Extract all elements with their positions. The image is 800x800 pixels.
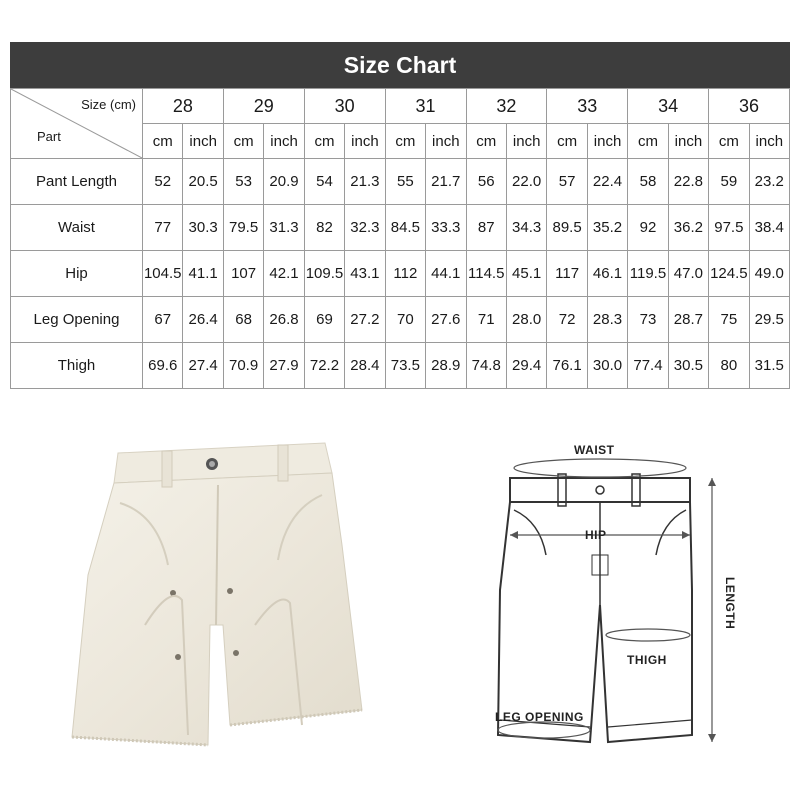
unit-header-cell: inch xyxy=(587,124,627,159)
measurement-cell: 109.5 xyxy=(304,251,344,297)
measurement-cell: 27.2 xyxy=(345,297,385,343)
measurement-cell: 92 xyxy=(628,205,668,251)
measurement-cell: 36.2 xyxy=(668,205,708,251)
measurement-cell: 49.0 xyxy=(749,251,789,297)
measurement-cell: 72.2 xyxy=(304,343,344,389)
measurement-cell: 41.1 xyxy=(183,251,223,297)
measurement-cell: 89.5 xyxy=(547,205,587,251)
part-name-cell: Leg Opening xyxy=(11,297,143,343)
measurement-cell: 70 xyxy=(385,297,425,343)
measurement-cell: 28.4 xyxy=(345,343,385,389)
size-cm-label: Size (cm) xyxy=(81,97,136,112)
measurement-cell: 54 xyxy=(304,159,344,205)
measurement-cell: 42.1 xyxy=(264,251,304,297)
measurement-cell: 30.0 xyxy=(587,343,627,389)
measurement-cell: 77.4 xyxy=(628,343,668,389)
measurement-cell: 28.9 xyxy=(426,343,466,389)
measurement-cell: 28.7 xyxy=(668,297,708,343)
unit-header-cell: inch xyxy=(749,124,789,159)
measurement-cell: 21.7 xyxy=(426,159,466,205)
measurement-cell: 59 xyxy=(709,159,749,205)
unit-header-cell: inch xyxy=(426,124,466,159)
size-header-cell: 33 xyxy=(547,89,628,124)
measurement-cell: 53 xyxy=(223,159,263,205)
measurement-cell: 74.8 xyxy=(466,343,506,389)
measurement-cell: 33.3 xyxy=(426,205,466,251)
measurement-cell: 27.4 xyxy=(183,343,223,389)
thigh-label: THIGH xyxy=(627,653,667,667)
unit-header-cell: cm xyxy=(304,124,344,159)
measurement-cell: 35.2 xyxy=(587,205,627,251)
measurement-cell: 73.5 xyxy=(385,343,425,389)
measurement-cell: 20.5 xyxy=(183,159,223,205)
size-header-cell: 34 xyxy=(628,89,709,124)
part-name-cell: Waist xyxy=(11,205,143,251)
measurement-cell: 22.0 xyxy=(506,159,546,205)
measurement-cell: 28.0 xyxy=(506,297,546,343)
measurement-cell: 20.9 xyxy=(264,159,304,205)
measurement-cell: 69 xyxy=(304,297,344,343)
measurement-cell: 44.1 xyxy=(426,251,466,297)
size-header-cell: 29 xyxy=(223,89,304,124)
measurement-cell: 26.8 xyxy=(264,297,304,343)
measurement-cell: 55 xyxy=(385,159,425,205)
measurement-cell: 47.0 xyxy=(668,251,708,297)
measurement-cell: 43.1 xyxy=(345,251,385,297)
size-header-cell: 32 xyxy=(466,89,547,124)
unit-header-cell: cm xyxy=(143,124,183,159)
leg-opening-label: LEG OPENING xyxy=(495,710,584,724)
measurement-cell: 104.5 xyxy=(143,251,183,297)
measurement-cell: 87 xyxy=(466,205,506,251)
measurement-cell: 30.3 xyxy=(183,205,223,251)
measurement-cell: 82 xyxy=(304,205,344,251)
shorts-photo-image xyxy=(40,425,380,755)
measurement-cell: 26.4 xyxy=(183,297,223,343)
measurement-cell: 76.1 xyxy=(547,343,587,389)
waist-label: WAIST xyxy=(574,443,615,457)
measurement-cell: 117 xyxy=(547,251,587,297)
measurement-cell: 34.3 xyxy=(506,205,546,251)
measurement-cell: 57 xyxy=(547,159,587,205)
measurement-cell: 70.9 xyxy=(223,343,263,389)
size-table xyxy=(10,88,790,389)
table-corner-cell xyxy=(11,89,143,159)
measurement-cell: 97.5 xyxy=(709,205,749,251)
measurement-cell: 22.8 xyxy=(668,159,708,205)
unit-header-cell: inch xyxy=(345,124,385,159)
measurement-cell: 80 xyxy=(709,343,749,389)
measurement-cell: 32.3 xyxy=(345,205,385,251)
table-row xyxy=(11,297,790,343)
unit-header-cell: cm xyxy=(709,124,749,159)
unit-header-cell: cm xyxy=(223,124,263,159)
measurement-cell: 29.5 xyxy=(749,297,789,343)
measurement-diagram xyxy=(480,430,780,760)
measurement-cell: 29.4 xyxy=(506,343,546,389)
measurement-cell: 69.6 xyxy=(143,343,183,389)
chart-title: Size Chart xyxy=(10,42,790,88)
measurement-cell: 58 xyxy=(628,159,668,205)
size-header-row xyxy=(11,89,790,124)
measurement-cell: 107 xyxy=(223,251,263,297)
size-header-cell: 31 xyxy=(385,89,466,124)
part-name-cell: Hip xyxy=(11,251,143,297)
measurement-cell: 112 xyxy=(385,251,425,297)
size-chart xyxy=(10,42,790,389)
measurement-cell: 114.5 xyxy=(466,251,506,297)
measurement-cell: 124.5 xyxy=(709,251,749,297)
length-label: LENGTH xyxy=(723,577,737,630)
part-label: Part xyxy=(37,129,61,144)
measurement-cell: 75 xyxy=(709,297,749,343)
hip-label: HIP xyxy=(585,528,607,542)
measurement-cell: 31.3 xyxy=(264,205,304,251)
unit-header-cell: cm xyxy=(547,124,587,159)
part-name-cell: Thigh xyxy=(11,343,143,389)
size-header-cell: 28 xyxy=(143,89,224,124)
measurement-cell: 46.1 xyxy=(587,251,627,297)
table-row xyxy=(11,159,790,205)
measurement-cell: 56 xyxy=(466,159,506,205)
measurement-cell: 68 xyxy=(223,297,263,343)
unit-header-cell: inch xyxy=(668,124,708,159)
measurement-cell: 22.4 xyxy=(587,159,627,205)
unit-header-cell: inch xyxy=(183,124,223,159)
measurement-cell: 31.5 xyxy=(749,343,789,389)
table-row xyxy=(11,205,790,251)
measurement-cell: 119.5 xyxy=(628,251,668,297)
measurement-cell: 27.9 xyxy=(264,343,304,389)
measurement-cell: 67 xyxy=(143,297,183,343)
measurement-cell: 84.5 xyxy=(385,205,425,251)
measurement-cell: 77 xyxy=(143,205,183,251)
measurement-cell: 23.2 xyxy=(749,159,789,205)
measurement-cell: 52 xyxy=(143,159,183,205)
measurement-cell: 27.6 xyxy=(426,297,466,343)
measurement-cell: 71 xyxy=(466,297,506,343)
unit-header-cell: cm xyxy=(628,124,668,159)
size-header-cell: 36 xyxy=(709,89,790,124)
unit-header-cell: cm xyxy=(466,124,506,159)
unit-header-cell: inch xyxy=(506,124,546,159)
product-photo xyxy=(40,425,380,755)
table-row xyxy=(11,251,790,297)
measurement-cell: 28.3 xyxy=(587,297,627,343)
table-row xyxy=(11,343,790,389)
measurement-cell: 21.3 xyxy=(345,159,385,205)
unit-header-cell: inch xyxy=(264,124,304,159)
measurement-cell: 38.4 xyxy=(749,205,789,251)
unit-header-cell: cm xyxy=(385,124,425,159)
size-header-cell: 30 xyxy=(304,89,385,124)
measurement-cell: 45.1 xyxy=(506,251,546,297)
measurement-cell: 79.5 xyxy=(223,205,263,251)
measurement-cell: 30.5 xyxy=(668,343,708,389)
measurement-cell: 73 xyxy=(628,297,668,343)
measurement-cell: 72 xyxy=(547,297,587,343)
part-name-cell: Pant Length xyxy=(11,159,143,205)
